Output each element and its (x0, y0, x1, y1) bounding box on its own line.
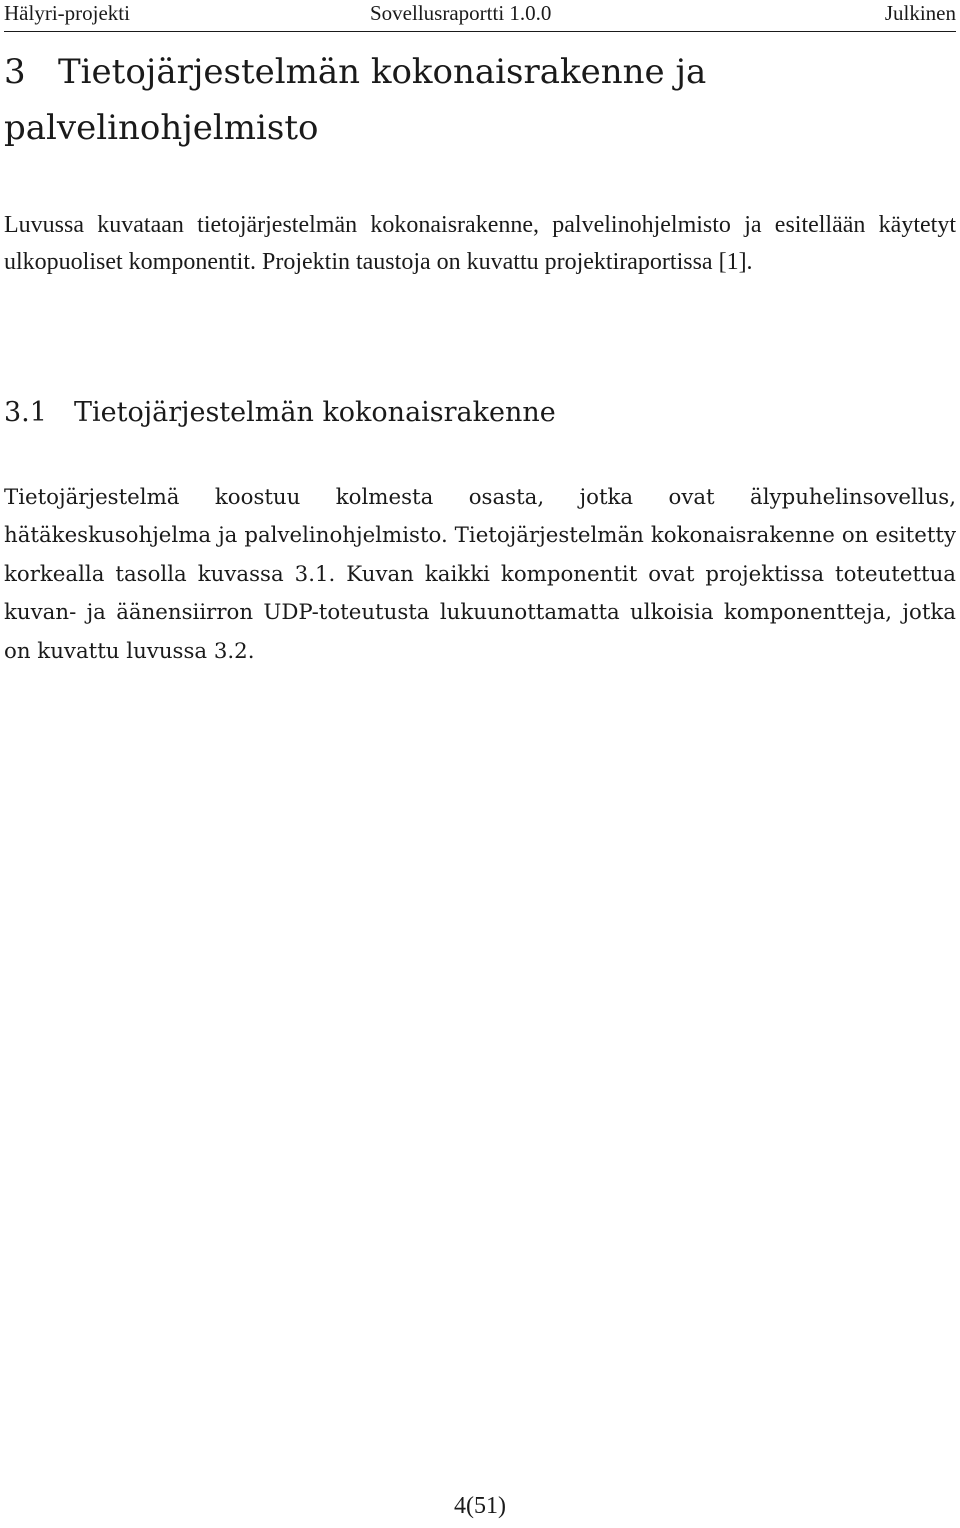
header-project-name: Hälyri-projekti (4, 1, 130, 25)
chapter-title (4, 44, 954, 156)
chapter-title-text: Tietojärjestelmän kokonaisrakenne ja palvelinohjelmisto (4, 52, 707, 148)
header-divider (4, 31, 956, 32)
section-title-text: Tietojärjestelmän kokonaisrakenne (74, 397, 556, 428)
header-document-title: Sovellusraportti 1.0.0 (370, 1, 552, 25)
chapter-number: 3 (4, 52, 26, 92)
page-header (4, 0, 956, 28)
section-number: 3.1 (4, 397, 47, 428)
chapter-intro-paragraph: Luvussa kuvataan tietojärjestelmän kokonaisrakenne, palvelinohjelmisto ja esitellään käytetyt ulkopuoliset komponentit. Projektin taustoja on kuvattu projektiraportissa [1]. (4, 212, 956, 275)
page-number: 4(51) (454, 1493, 506, 1519)
section-body-paragraph: Tietojärjestelmä koostuu kolmesta osasta, jotka ovat älypuhelinsovellus, hätäkeskusohjelma ja palvelinohjelmisto. Tietojärjestelmän kokonaisrakenne on esitetty korkealla tasolla kuvassa 3.1. Kuvan kaikki komponentit ovat projektissa toteutettua kuvan- ja äänensiirron UDP-toteutusta lukuunottamatta ulkoisia komponentteja, jotka on kuvattu luvussa 3.2. (4, 485, 956, 664)
section-title (4, 392, 556, 434)
header-classification: Julkinen (884, 1, 956, 25)
